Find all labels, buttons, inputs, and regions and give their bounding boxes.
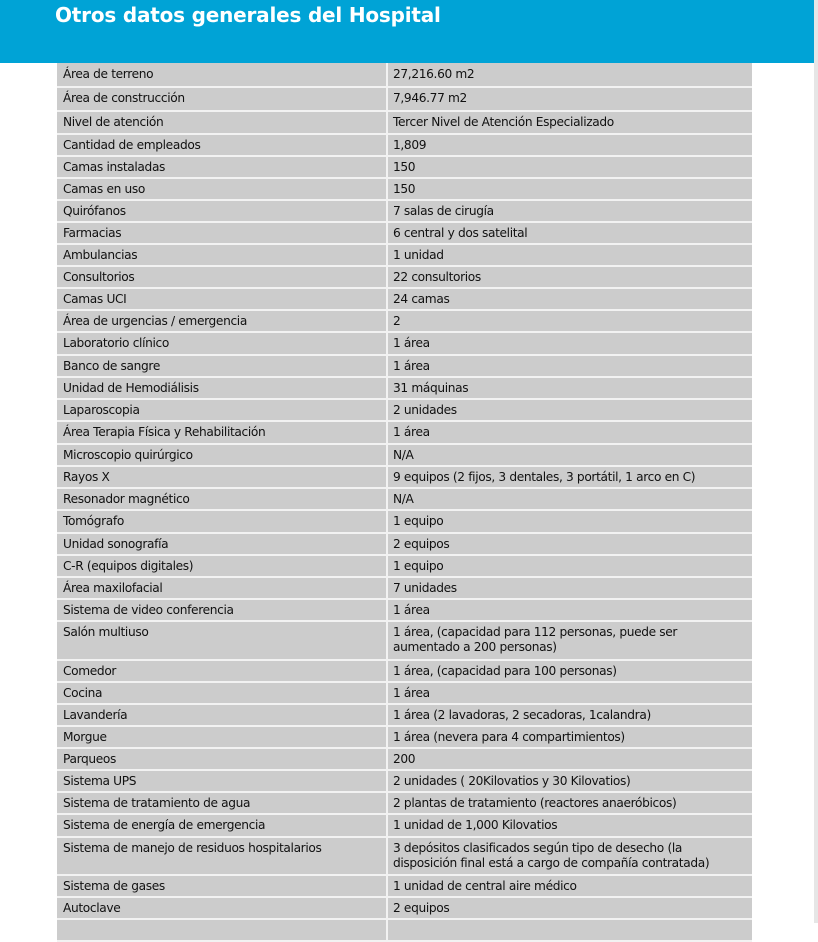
row-value: 9 equipos (2 fijos, 3 dentales, 3 portátil, 1 arco en C) (393, 470, 696, 484)
table-row (57, 400, 752, 422)
table-row (57, 838, 752, 876)
row-label: Unidad sonografía (57, 534, 388, 554)
row-label: Sistema de tratamiento de agua (57, 793, 388, 813)
table-row (57, 267, 752, 289)
table-row (57, 578, 752, 600)
row-label: Área maxilofacial (57, 578, 388, 598)
row-label: Resonador magnético (57, 489, 388, 509)
row-value: 1,809 (393, 138, 427, 152)
row-label: Autoclave (57, 898, 388, 918)
table-row (57, 683, 752, 705)
row-label (57, 920, 388, 940)
table-row (57, 422, 752, 445)
row-value: 24 camas (393, 292, 450, 306)
row-value: 1 unidad (393, 248, 444, 262)
table-row (57, 135, 752, 157)
table-row (57, 622, 752, 661)
row-label: Parqueos (57, 749, 388, 769)
table-row (57, 556, 752, 578)
table-row (57, 378, 752, 400)
row-value: 7 salas de cirugía (393, 204, 494, 218)
table-row (57, 88, 752, 112)
row-label: Nivel de atención (57, 112, 388, 133)
table-row (57, 311, 752, 333)
row-label: Sistema de manejo de residuos hospitalarios (57, 838, 388, 874)
row-value: 1 área (393, 359, 430, 373)
row-value: Tercer Nivel de Atención Especializado (393, 115, 614, 129)
row-label: Salón multiuso (57, 622, 388, 659)
row-value: 1 área (nevera para 4 compartimientos) (393, 730, 625, 744)
row-label: Microscopio quirúrgico (57, 445, 388, 465)
row-label: Sistema de energía de emergencia (57, 815, 388, 836)
row-value: 1 unidad de 1,000 Kilovatios (393, 818, 558, 832)
row-value: 2 equipos (393, 537, 450, 551)
row-value: 1 área, (capacidad para 100 personas) (393, 664, 617, 678)
row-value: 1 equipo (393, 559, 444, 573)
row-value: 2 unidades ( 20Kilovatios y 30 Kilovatios) (393, 774, 631, 788)
table-row (57, 511, 752, 534)
table-row (57, 467, 752, 489)
table-row (57, 876, 752, 898)
table-row (57, 749, 752, 771)
table-row (57, 705, 752, 727)
row-label: Unidad de Hemodiálisis (57, 378, 388, 398)
page-edge-strip (814, 0, 818, 923)
hospital-data-table (57, 63, 752, 942)
row-label: Tomógrafo (57, 511, 388, 532)
row-label: Cantidad de empleados (57, 135, 388, 155)
row-label: Área de urgencias / emergencia (57, 311, 388, 331)
row-value: 1 área (393, 603, 430, 617)
row-value: 7 unidades (393, 581, 457, 595)
table-row (57, 179, 752, 201)
row-label: Lavandería (57, 705, 388, 725)
row-value: 7,946.77 m2 (393, 91, 467, 105)
table-row (57, 727, 752, 749)
table-row (57, 223, 752, 245)
row-label: Área de terreno (57, 63, 388, 86)
row-label: Quirófanos (57, 201, 388, 221)
row-label: Área de construcción (57, 88, 388, 110)
table-row (57, 920, 752, 942)
row-label: Área Terapia Física y Rehabilitación (57, 422, 388, 443)
table-row (57, 63, 752, 88)
row-label: Laboratorio clínico (57, 333, 388, 354)
row-value: 150 (393, 182, 416, 196)
row-value: 6 central y dos satelital (393, 226, 528, 240)
row-label: Farmacias (57, 223, 388, 243)
table-row (57, 157, 752, 179)
row-value: 200 (393, 752, 416, 766)
row-label: Morgue (57, 727, 388, 747)
row-value: N/A (393, 492, 414, 506)
table-row (57, 289, 752, 311)
table-row (57, 245, 752, 267)
table-row (57, 771, 752, 793)
table-row (57, 898, 752, 920)
row-value: 1 área (393, 336, 430, 350)
table-row (57, 534, 752, 556)
row-value: 2 unidades (393, 403, 457, 417)
row-value: 1 equipo (393, 514, 444, 528)
row-label: Consultorios (57, 267, 388, 287)
row-label: Sistema de gases (57, 876, 388, 896)
table-row (57, 815, 752, 838)
row-label: Camas en uso (57, 179, 388, 199)
row-label: Comedor (57, 661, 388, 681)
row-label: Ambulancias (57, 245, 388, 265)
row-value: 1 área (2 lavadoras, 2 secadoras, 1calandra) (393, 708, 651, 722)
row-value: 31 máquinas (393, 381, 469, 395)
row-value: 3 depósitos clasificados según tipo de desecho (la disposición final está a cargo de compañía contratada) (393, 841, 710, 870)
table-row (57, 333, 752, 356)
table-row (57, 600, 752, 622)
row-value: 1 área, (capacidad para 112 personas, puede ser aumentado a 200 personas) (393, 625, 678, 654)
row-value: 1 unidad de central aire médico (393, 879, 577, 893)
row-label: C-R (equipos digitales) (57, 556, 388, 576)
row-label: Sistema UPS (57, 771, 388, 791)
table-row (57, 445, 752, 467)
row-label: Banco de sangre (57, 356, 388, 376)
row-value: 22 consultorios (393, 270, 481, 284)
table-row (57, 489, 752, 511)
page-header (0, 0, 814, 63)
row-label: Camas instaladas (57, 157, 388, 177)
row-label: Sistema de video conferencia (57, 600, 388, 620)
row-label: Cocina (57, 683, 388, 703)
table-row (57, 112, 752, 135)
row-value: 2 plantas de tratamiento (reactores anaeróbicos) (393, 796, 677, 810)
row-value: 1 área (393, 425, 430, 439)
row-value: 150 (393, 160, 416, 174)
row-value (388, 920, 752, 940)
row-value: N/A (393, 448, 414, 462)
row-value: 27,216.60 m2 (393, 67, 475, 81)
table-row (57, 356, 752, 378)
row-label: Laparoscopia (57, 400, 388, 420)
row-label: Camas UCI (57, 289, 388, 309)
row-value: 2 equipos (393, 901, 450, 915)
row-label: Rayos X (57, 467, 388, 487)
table-row (57, 201, 752, 223)
table-row (57, 793, 752, 815)
page-title: Otros datos generales del Hospital (55, 3, 441, 27)
row-value: 2 (393, 314, 401, 328)
row-value: 1 área (393, 686, 430, 700)
table-row (57, 661, 752, 683)
